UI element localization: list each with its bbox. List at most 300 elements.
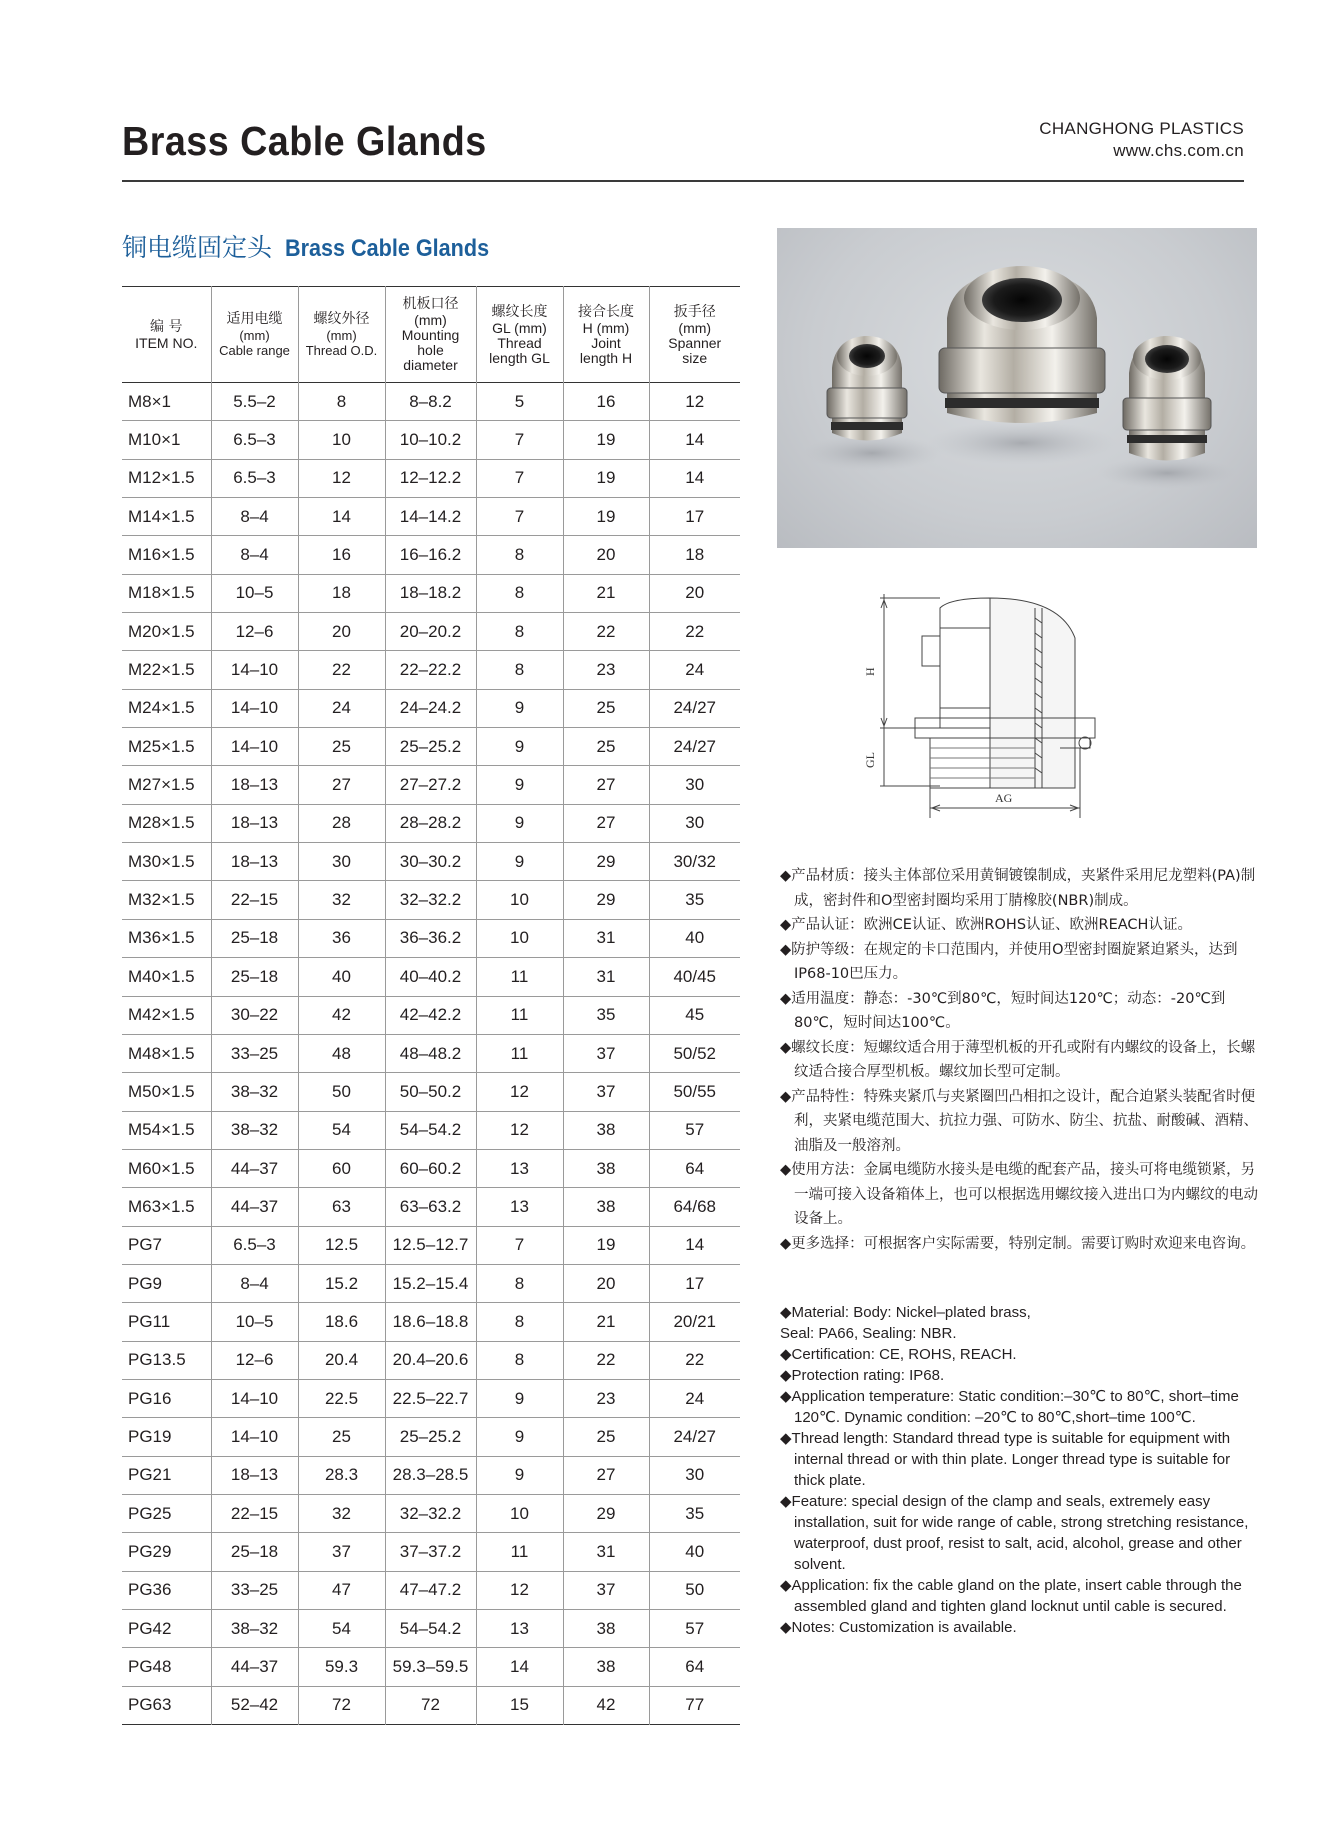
section-title [122, 228, 512, 264]
table-cell: 12–6 [211, 613, 298, 651]
table-row [122, 651, 740, 689]
table-row [122, 1188, 740, 1226]
note-cn-more: ◆更多选择：可根据客户实际需要，特别定制。需要订购时欢迎来电咨询。 [780, 1235, 1256, 1252]
table-cell: 8 [476, 1264, 563, 1302]
table-cell: 22 [563, 613, 649, 651]
table-cell: 32 [298, 1494, 385, 1532]
table-cell: 25–25.2 [385, 1418, 476, 1456]
header-cable-range: 适用电缆 (mm) Cable range [211, 287, 298, 383]
table-cell: 6.5–3 [211, 1226, 298, 1264]
table-row [122, 804, 740, 842]
table-cell: 31 [563, 958, 649, 996]
table-cell: 72 [298, 1686, 385, 1724]
table-cell: 28 [298, 804, 385, 842]
table-cell: M36×1.5 [128, 928, 195, 948]
table-row [122, 1264, 740, 1302]
table-cell: 54–54.2 [385, 1111, 476, 1149]
table-cell: 18–13 [211, 804, 298, 842]
table-cell: 60 [298, 1149, 385, 1187]
table-cell: 64 [649, 1648, 740, 1686]
table-cell: 54 [298, 1610, 385, 1648]
table-cell: PG36 [128, 1580, 172, 1600]
table-cell: 35 [649, 1494, 740, 1532]
note-cn-protection: ◆防护等级：在规定的卡口范围内，并使用O型密封圈旋紧迫紧头，达到IP68-10巴压力。 [780, 941, 1238, 982]
table-cell: 17 [649, 1264, 740, 1302]
table-cell: M28×1.5 [128, 813, 195, 833]
section-title-en: Brass Cable Glands [284, 235, 490, 262]
gland-large-center [939, 266, 1105, 423]
table-cell: 48 [298, 1034, 385, 1072]
table-cell: 11 [476, 958, 563, 996]
table-cell: 25–18 [211, 958, 298, 996]
table-cell: 25 [563, 689, 649, 727]
table-cell: 12 [298, 459, 385, 497]
table-cell: 18–13 [211, 766, 298, 804]
product-photo [777, 228, 1257, 548]
table-cell: PG7 [128, 1235, 163, 1255]
table-cell: 10 [476, 881, 563, 919]
table-row [122, 1494, 740, 1532]
table-cell: 14–10 [211, 651, 298, 689]
table-cell: 59.3 [298, 1648, 385, 1686]
table-cell: 7 [476, 459, 563, 497]
table-cell: 22.5 [298, 1379, 385, 1417]
table-cell: 14–10 [211, 1418, 298, 1456]
table-cell: 28–28.2 [385, 804, 476, 842]
table-cell: 8 [476, 651, 563, 689]
table-row [122, 459, 740, 497]
table-row [122, 881, 740, 919]
table-cell: 25 [298, 728, 385, 766]
note-en-notes: ◆Notes: Customization is available. [780, 1619, 1017, 1636]
table-cell: M48×1.5 [128, 1043, 195, 1063]
table-cell: 40/45 [649, 958, 740, 996]
table-row [122, 613, 740, 651]
table-row [122, 1648, 740, 1686]
table-cell: 72 [385, 1686, 476, 1724]
table-cell: 14–10 [211, 1379, 298, 1417]
table-cell: 37 [563, 1571, 649, 1609]
table-cell: 18–13 [211, 1456, 298, 1494]
table-cell: 19 [563, 498, 649, 536]
table-cell: 44–37 [211, 1149, 298, 1187]
table-cell: 25–18 [211, 1533, 298, 1571]
table-cell: 27–27.2 [385, 766, 476, 804]
table-cell: 32–32.2 [385, 1494, 476, 1532]
header-thread-length: 螺纹长度 GL (mm) Thread length GL [476, 287, 563, 383]
table-cell: 29 [563, 843, 649, 881]
table-cell: M12×1.5 [128, 468, 195, 488]
table-cell: 44–37 [211, 1648, 298, 1686]
table-cell: 24/27 [649, 689, 740, 727]
table-cell: 12 [476, 1111, 563, 1149]
table-cell: 20 [563, 536, 649, 574]
table-cell: 9 [476, 1379, 563, 1417]
table-cell: M60×1.5 [128, 1158, 195, 1178]
table-cell: 17 [649, 498, 740, 536]
table-cell: 36 [298, 919, 385, 957]
table-cell: 35 [649, 881, 740, 919]
table-cell: 40 [649, 919, 740, 957]
table-cell: 20–20.2 [385, 613, 476, 651]
table-cell: 30 [649, 766, 740, 804]
table-cell: 14 [649, 459, 740, 497]
table-cell: 9 [476, 766, 563, 804]
table-cell: 20 [298, 613, 385, 651]
table-cell: M42×1.5 [128, 1005, 195, 1025]
gland-section-diagram [860, 588, 1120, 828]
note-en-protection: ◆Protection rating: IP68. [780, 1367, 945, 1384]
table-cell: 54 [298, 1111, 385, 1149]
table-cell: 32–32.2 [385, 881, 476, 919]
table-cell: 10 [476, 919, 563, 957]
table-cell: PG21 [128, 1465, 172, 1485]
table-cell: M18×1.5 [128, 583, 195, 603]
table-cell: 30 [298, 843, 385, 881]
table-row [122, 1034, 740, 1072]
table-cell: PG9 [128, 1273, 163, 1293]
table-cell: 14 [298, 498, 385, 536]
table-cell: 14–14.2 [385, 498, 476, 536]
table-cell: 38 [563, 1610, 649, 1648]
table-cell: 63 [298, 1188, 385, 1226]
table-cell: M8×1 [128, 391, 171, 411]
table-header-row [122, 287, 740, 383]
table-row [122, 1379, 740, 1417]
table-cell: M50×1.5 [128, 1081, 195, 1101]
header-thread-od: 螺纹外径 (mm) Thread O.D. [298, 287, 385, 383]
page-title: Brass Cable Glands [122, 118, 487, 164]
spec-table [122, 286, 740, 1725]
table-cell: 15 [476, 1686, 563, 1724]
header-joint-length: 接合长度 H (mm) Joint length H [563, 287, 649, 383]
table-cell: 18 [649, 536, 740, 574]
table-cell: 47 [298, 1571, 385, 1609]
table-cell: 24–24.2 [385, 689, 476, 727]
table-cell: 12.5 [298, 1226, 385, 1264]
table-cell: 52–42 [211, 1686, 298, 1724]
table-cell: M54×1.5 [128, 1120, 195, 1140]
table-cell: PG13.5 [128, 1350, 186, 1370]
table-cell: 18.6–18.8 [385, 1303, 476, 1341]
table-cell: 24 [649, 1379, 740, 1417]
table-cell: 48–48.2 [385, 1034, 476, 1072]
table-cell: 27 [298, 766, 385, 804]
table-row [122, 766, 740, 804]
table-row [122, 1341, 740, 1379]
table-cell: 33–25 [211, 1571, 298, 1609]
table-cell: 18–18.2 [385, 574, 476, 612]
table-cell: 29 [563, 881, 649, 919]
table-cell: 8 [476, 536, 563, 574]
table-row [122, 1226, 740, 1264]
table-cell: 33–25 [211, 1034, 298, 1072]
gland-small-left [827, 336, 907, 441]
table-cell: 64/68 [649, 1188, 740, 1226]
table-cell: M63×1.5 [128, 1196, 195, 1216]
table-cell: 14 [649, 421, 740, 459]
table-cell: 63–63.2 [385, 1188, 476, 1226]
table-cell: 27 [563, 1456, 649, 1494]
table-cell: 8–4 [211, 498, 298, 536]
table-row [122, 1149, 740, 1187]
table-cell: 15.2 [298, 1264, 385, 1302]
table-cell: 28.3–28.5 [385, 1456, 476, 1494]
note-en-certification: ◆Certification: CE, ROHS, REACH. [780, 1346, 1017, 1363]
table-cell: 12–12.2 [385, 459, 476, 497]
table-cell: 11 [476, 996, 563, 1034]
table-cell: 12 [476, 1073, 563, 1111]
table-row [122, 574, 740, 612]
table-cell: 30–30.2 [385, 843, 476, 881]
table-row [122, 919, 740, 957]
table-cell: 32 [298, 881, 385, 919]
table-cell: 31 [563, 1533, 649, 1571]
table-cell: 50/52 [649, 1034, 740, 1072]
table-cell: 5.5–2 [211, 383, 298, 421]
table-cell: PG16 [128, 1388, 172, 1408]
note-cn-certification: ◆产品认证：欧洲CE认证、欧洲ROHS认证、欧洲REACH认证。 [780, 917, 1192, 933]
table-cell: 38–32 [211, 1111, 298, 1149]
table-cell: 40 [649, 1533, 740, 1571]
table-cell: 6.5–3 [211, 421, 298, 459]
table-cell: 9 [476, 728, 563, 766]
table-cell: 24/27 [649, 728, 740, 766]
table-cell: 10 [298, 421, 385, 459]
label-ag: AG [995, 791, 1013, 805]
table-cell: M25×1.5 [128, 736, 195, 756]
table-cell: M27×1.5 [128, 775, 195, 795]
note-en-material: ◆Material: Body: Nickel–plated brass, [780, 1304, 1031, 1321]
table-row [122, 1533, 740, 1571]
table-cell: 22–22.2 [385, 651, 476, 689]
table-cell: 21 [563, 1303, 649, 1341]
company-name: CHANGHONG PLASTICS [1039, 119, 1244, 138]
table-cell: 22 [649, 613, 740, 651]
table-row [122, 689, 740, 727]
table-cell: 9 [476, 843, 563, 881]
table-cell: 47–47.2 [385, 1571, 476, 1609]
table-cell: PG11 [128, 1311, 171, 1331]
table-cell: 20.4 [298, 1341, 385, 1379]
table-cell: 19 [563, 421, 649, 459]
table-row [122, 1303, 740, 1341]
note-cn-feature: ◆产品特性：特殊夹紧爪与夹紧圈凹凸相扣之设计，配合迫紧头装配省时便利，夹紧电缆范围大、抗拉力强、可防水、防尘、抗盐、耐酸碱、酒精、油脂及一般溶剂。 [780, 1088, 1258, 1154]
table-cell: 42–42.2 [385, 996, 476, 1034]
table-cell: 11 [476, 1034, 563, 1072]
table-cell: 8–8.2 [385, 383, 476, 421]
note-cn-temperature: ◆适用温度：静态：-30℃到80℃，短时间达120℃；动态：-20℃到80℃，短时间达100℃。 [780, 990, 1226, 1031]
table-cell: 12 [649, 383, 740, 421]
table-row [122, 843, 740, 881]
note-en-feature: ◆Feature: special design of the clamp and seals, extremely easy installation, suit for wide range of cable, strong stretching resistance, waterproof, dust proof, resist to salt, acid, alcohol, grease and other solvent. [780, 1493, 1249, 1573]
table-cell: 8–4 [211, 536, 298, 574]
table-row [122, 1456, 740, 1494]
table-cell: 8 [476, 1341, 563, 1379]
note-en-application: ◆Application: fix the cable gland on the plate, insert cable through the assembled gland and tighten gland locknut until cable is secured. [780, 1577, 1242, 1615]
table-cell: 20 [649, 574, 740, 612]
table-cell: 8 [298, 383, 385, 421]
table-cell: 54–54.2 [385, 1610, 476, 1648]
table-cell: 50 [649, 1571, 740, 1609]
header-spanner-size: 扳手径 (mm) Spanner size [649, 287, 740, 383]
table-cell: 19 [563, 1226, 649, 1264]
table-cell: 60–60.2 [385, 1149, 476, 1187]
table-cell: 31 [563, 919, 649, 957]
table-cell: 42 [298, 996, 385, 1034]
note-cn-thread-length: ◆螺纹长度：短螺纹适合用于薄型机板的开孔或附有内螺纹的设备上，长螺纹适合接合厚型机板。螺纹加长型可定制。 [780, 1039, 1256, 1080]
table-cell: 28.3 [298, 1456, 385, 1494]
spec-table-body [122, 383, 740, 1725]
table-cell: 8 [476, 1303, 563, 1341]
table-cell: 38 [563, 1111, 649, 1149]
table-row [122, 728, 740, 766]
table-cell: M22×1.5 [128, 660, 195, 680]
table-cell: M14×1.5 [128, 506, 195, 526]
table-cell: 50–50.2 [385, 1073, 476, 1111]
table-cell: 25–18 [211, 919, 298, 957]
notes-english [780, 1302, 1260, 1638]
table-cell: 20.4–20.6 [385, 1341, 476, 1379]
table-cell: 77 [649, 1686, 740, 1724]
table-cell: 7 [476, 421, 563, 459]
table-cell: 38–32 [211, 1610, 298, 1648]
table-cell: 38–32 [211, 1073, 298, 1111]
table-cell: 9 [476, 689, 563, 727]
table-cell: 16 [298, 536, 385, 574]
table-cell: 14–10 [211, 689, 298, 727]
table-cell: 57 [649, 1111, 740, 1149]
table-cell: 38 [563, 1149, 649, 1187]
table-cell: 20/21 [649, 1303, 740, 1341]
note-en-thread-length: ◆Thread length: Standard thread type is suitable for equipment with internal thread or with thin plate. Longer thread type is suitable for thick plate. [780, 1430, 1231, 1489]
table-cell: 50 [298, 1073, 385, 1111]
table-cell: 9 [476, 804, 563, 842]
table-row [122, 996, 740, 1034]
table-cell: 8–4 [211, 1264, 298, 1302]
table-cell: 37 [563, 1034, 649, 1072]
section-title-cn: 铜电缆固定头 [122, 233, 273, 262]
table-cell: 7 [476, 498, 563, 536]
table-cell: M24×1.5 [128, 698, 195, 718]
company-website: www.chs.com.cn [1113, 141, 1244, 160]
table-cell: 37–37.2 [385, 1533, 476, 1571]
table-cell: 25 [298, 1418, 385, 1456]
table-cell: M40×1.5 [128, 966, 195, 986]
table-row [122, 1073, 740, 1111]
table-cell: 5 [476, 383, 563, 421]
table-cell: 40–40.2 [385, 958, 476, 996]
table-cell: 12.5–12.7 [385, 1226, 476, 1264]
table-cell: 9 [476, 1418, 563, 1456]
table-cell: 14–10 [211, 728, 298, 766]
table-cell: 8 [476, 574, 563, 612]
table-cell: M32×1.5 [128, 890, 195, 910]
table-cell: 29 [563, 1494, 649, 1532]
table-cell: 37 [563, 1073, 649, 1111]
table-cell: 19 [563, 459, 649, 497]
table-cell: 6.5–3 [211, 459, 298, 497]
table-cell: PG42 [128, 1618, 172, 1638]
label-gl: GL [863, 752, 877, 768]
table-cell: PG29 [128, 1541, 172, 1561]
gland-medium-right [1123, 336, 1211, 461]
table-cell: 30 [649, 1456, 740, 1494]
dimension-drawing [860, 588, 1120, 828]
table-row [122, 383, 740, 421]
table-cell: 18–13 [211, 843, 298, 881]
table-cell: 38 [563, 1648, 649, 1686]
table-cell: 25 [563, 728, 649, 766]
header-divider [122, 180, 1244, 182]
table-cell: 10 [476, 1494, 563, 1532]
table-cell: 30–22 [211, 996, 298, 1034]
table-cell: 11 [476, 1533, 563, 1571]
table-cell: 15.2–15.4 [385, 1264, 476, 1302]
company-brand [1039, 118, 1244, 162]
table-cell: 45 [649, 996, 740, 1034]
table-cell: 23 [563, 1379, 649, 1417]
table-cell: 16–16.2 [385, 536, 476, 574]
table-cell: M20×1.5 [128, 621, 195, 641]
table-cell: 9 [476, 1456, 563, 1494]
brass-glands-image [777, 228, 1257, 548]
table-cell: 40 [298, 958, 385, 996]
header-mounting-hole: 机板口径 (mm) Mounting hole diameter [385, 287, 476, 383]
table-cell: 57 [649, 1610, 740, 1648]
table-cell: 12 [476, 1571, 563, 1609]
table-cell: 44–37 [211, 1188, 298, 1226]
table-cell: 13 [476, 1149, 563, 1187]
table-cell: 42 [563, 1686, 649, 1724]
note-cn-usage: ◆使用方法：金属电缆防水接头是电缆的配套产品，接头可将电缆锁紧，另一端可接入设备箱体上，也可以根据选用螺纹接入进出口为内螺纹的电动设备上。 [780, 1162, 1258, 1227]
table-cell: 13 [476, 1610, 563, 1648]
table-cell: 30 [649, 804, 740, 842]
table-cell: PG63 [128, 1695, 172, 1715]
table-cell: M10×1 [128, 430, 181, 450]
table-row [122, 536, 740, 574]
table-cell: 10–10.2 [385, 421, 476, 459]
table-cell: PG48 [128, 1657, 172, 1677]
table-cell: 50/55 [649, 1073, 740, 1111]
table-cell: 22–15 [211, 881, 298, 919]
table-cell: 22 [298, 651, 385, 689]
table-cell: 30/32 [649, 843, 740, 881]
table-cell: 7 [476, 1226, 563, 1264]
table-cell: 16 [563, 383, 649, 421]
table-cell: 14 [649, 1226, 740, 1264]
table-cell: 22.5–22.7 [385, 1379, 476, 1417]
table-row [122, 421, 740, 459]
table-cell: 36–36.2 [385, 919, 476, 957]
notes-chinese [780, 864, 1260, 1256]
note-en-temperature: ◆Application temperature: Static condition:–30℃ to 80℃, short–time 120℃. Dynamic condition: –20℃ to 80℃,short–time 100℃. [780, 1388, 1239, 1426]
table-cell: 14 [476, 1648, 563, 1686]
table-cell: 24 [298, 689, 385, 727]
table-cell: 22–15 [211, 1494, 298, 1532]
note-cn-material: ◆产品材质：接头主体部位采用黄铜镀镍制成，夹紧件采用尼龙塑料(PA)制成，密封件和O型密封圈均采用丁腈橡胶(NBR)制成。 [780, 868, 1256, 909]
table-cell: 10–5 [211, 1303, 298, 1341]
note-en-seal: Seal: PA66, Sealing: NBR. [780, 1325, 957, 1342]
table-cell: 25–25.2 [385, 728, 476, 766]
table-row [122, 958, 740, 996]
table-cell: 20 [563, 1264, 649, 1302]
table-cell: 59.3–59.5 [385, 1648, 476, 1686]
label-h: H [863, 667, 877, 676]
header-item-no: 编 号 ITEM NO. [135, 318, 198, 351]
table-cell: 25 [563, 1418, 649, 1456]
table-cell: 21 [563, 574, 649, 612]
